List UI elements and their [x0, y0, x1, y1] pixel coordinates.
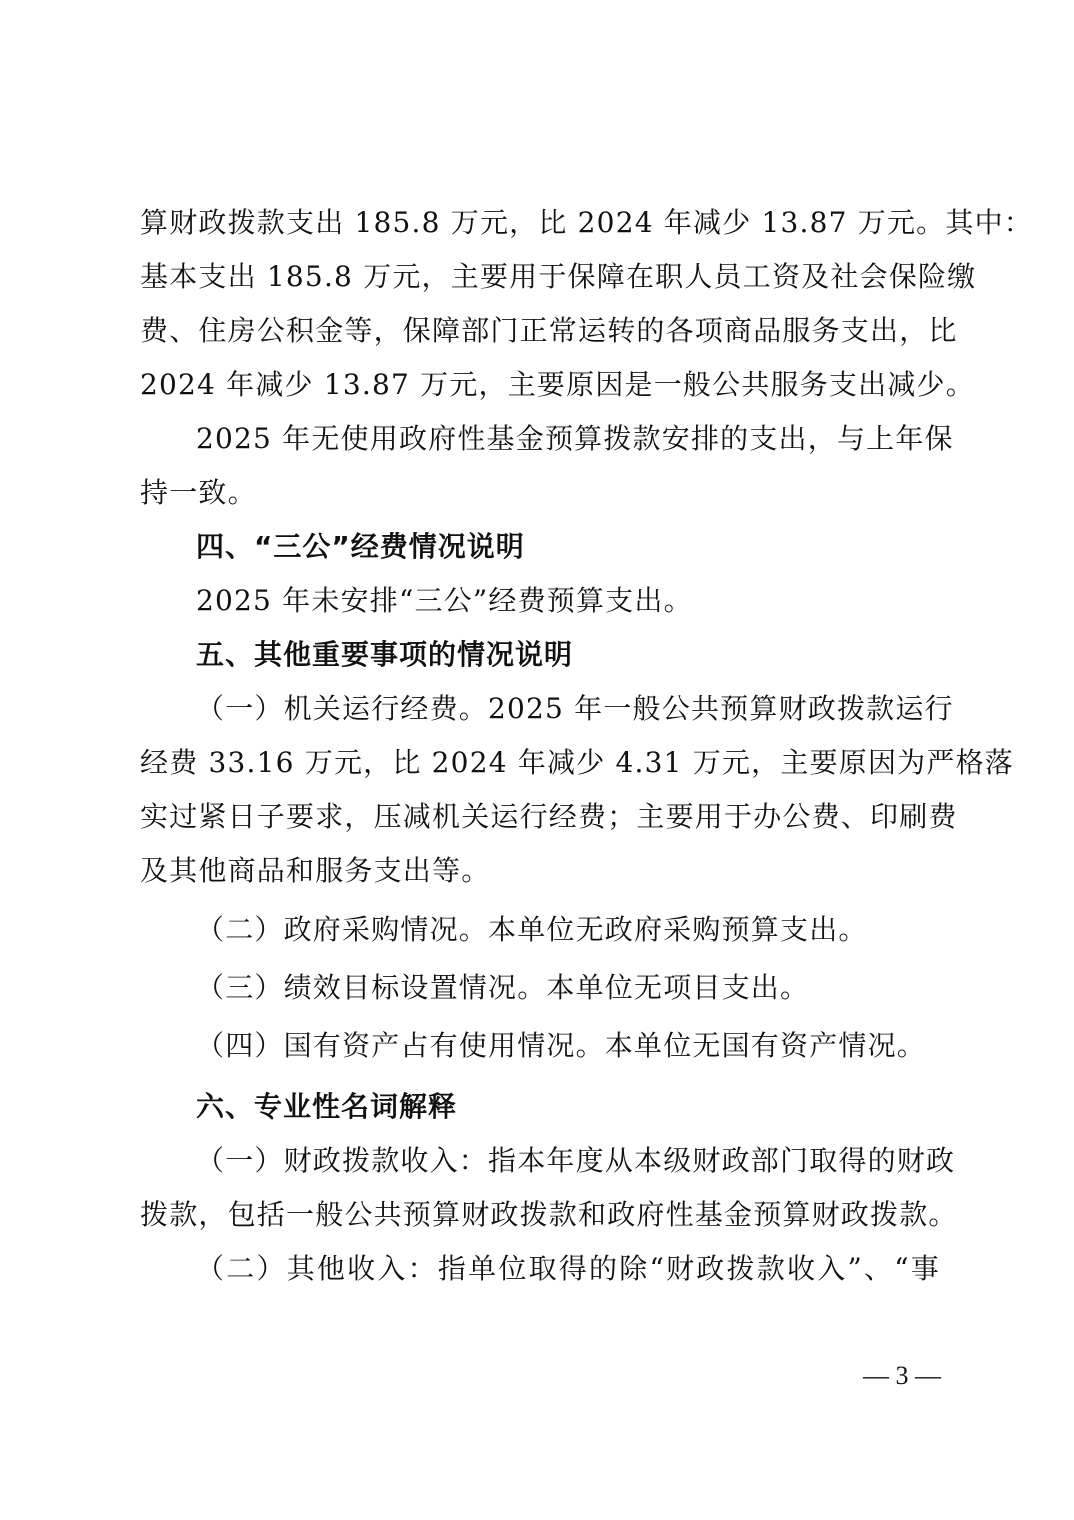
body-line: 2024 年减少 13.87 万元，主要原因是一般公共服务支出减少。 — [140, 368, 975, 401]
body-line: （一）机关运行经费。2025 年一般公共预算财政拨款运行 — [196, 692, 954, 725]
body-line: 算财政拨款支出 185.8 万元，比 2024 年减少 13.87 万元。其中： — [140, 206, 1033, 239]
body-line: 持一致。 — [140, 476, 257, 509]
body-line: 拨款，包括一般公共预算财政拨款和政府性基金预算财政拨款。 — [140, 1198, 958, 1231]
body-line: （二）政府采购情况。本单位无政府采购预算支出。 — [196, 913, 868, 946]
body-line: 基本支出 185.8 万元，主要用于保障在职人员工资及社会保险缴 — [140, 260, 977, 293]
body-line: 及其他商品和服务支出等。 — [140, 854, 491, 887]
body-line: （三）绩效目标设置情况。本单位无项目支出。 — [196, 971, 810, 1004]
page-number: — 3 — — [863, 1361, 941, 1390]
section-heading: 五、其他重要事项的情况说明 — [196, 638, 574, 671]
body-line: 2025 年无使用政府性基金预算拨款安排的支出，与上年保 — [196, 422, 954, 455]
body-line: 费、住房公积金等，保障部门正常运转的各项商品服务支出，比 — [140, 314, 958, 347]
body-line: （二）其他收入：指单位取得的除“财政拨款收入”、“事 — [196, 1252, 940, 1285]
body-line: （四）国有资产占有使用情况。本单位无国有资产情况。 — [196, 1029, 927, 1062]
section-heading: 四、“三公”经费情况说明 — [196, 530, 525, 563]
body-line: （一）财政拨款收入：指本年度从本级财政部门取得的财政 — [196, 1144, 956, 1177]
body-line: 2025 年未安排“三公”经费预算支出。 — [196, 584, 693, 617]
body-line: 实过紧日子要求，压减机关运行经费；主要用于办公费、印刷费 — [140, 800, 958, 833]
section-heading: 六、专业性名词解释 — [196, 1090, 458, 1123]
body-line: 经费 33.16 万元，比 2024 年减少 4.31 万元，主要原因为严格落 — [140, 746, 1014, 779]
